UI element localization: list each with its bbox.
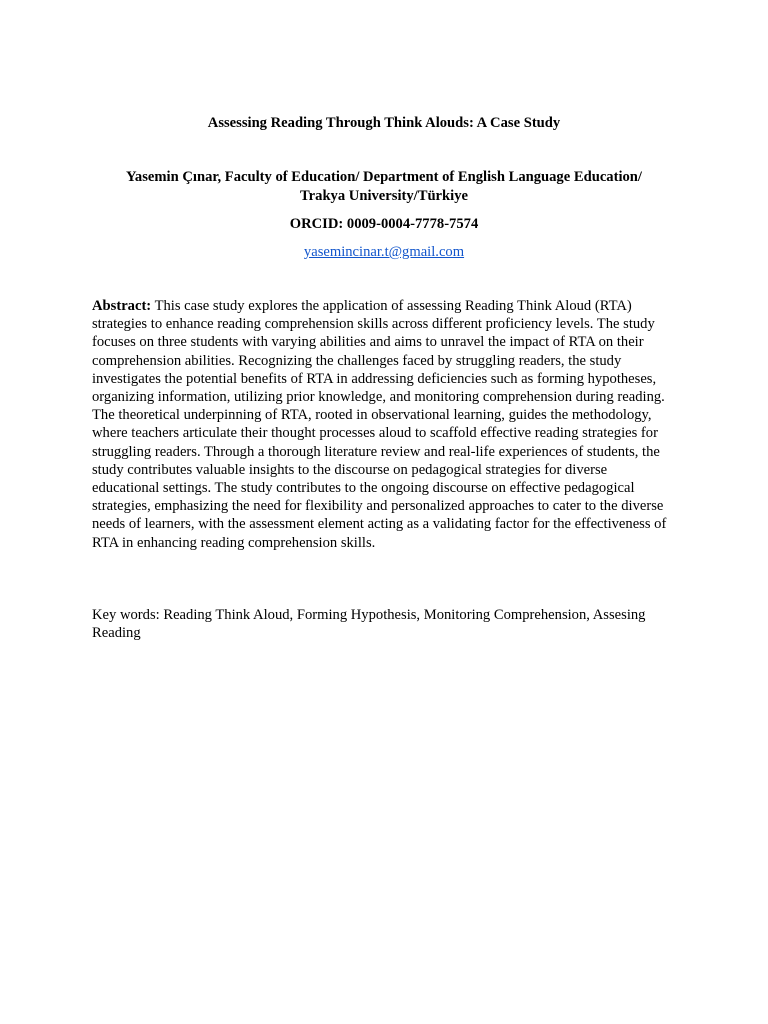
abstract-text: This case study explores the application of assessing Reading Think Aloud (RTA) strategies to enhance reading comprehension skills across different proficiency levels. The study focuses on three students with varying abilities and aims to unravel the impact of RTA on their comprehension abilities. Recognizing the challenges faced by struggling readers, the study investigates the potential benefits of RTA in addressing deficiencies such as forming hypotheses, organizing information, utilizing prior knowledge, and monitoring comprehension during reading. The theoretical underpinning of RTA, rooted in observational learning, guides the methodology, where teachers articulate their thought processes aloud to scaffold effective reading strategies for struggling readers. Through a thorough literature review and real-life experiences of students, the study contributes valuable insights to the discourse on pedagogical strategies for diverse educational settings. The study contributes to the ongoing discourse on effective pedagogical strategies, emphasizing the need for flexibility and personalized approaches to cater to the diverse needs of learners, with the assessment element acting as a validating factor for the effectiveness of RTA in enhancing reading comprehension skills.: [92, 298, 667, 551]
abstract-paragraph: [92, 297, 676, 552]
keywords-paragraph: Key words: Reading Think Aloud, Forming Hypothesis, Monitoring Comprehension, Assesing Reading: [92, 607, 646, 642]
email-link[interactable]: yasemincinar.t@gmail.com: [303, 244, 465, 260]
orcid-id: ORCID: 0009-0004-7778-7574: [289, 216, 479, 232]
abstract-label: Abstract:: [92, 298, 152, 314]
author-affiliation: [92, 168, 676, 205]
paper-title: Assessing Reading Through Think Alouds: A Case Study: [207, 115, 561, 131]
email-line: [0, 242, 768, 262]
author-line-1: Yasemin Çınar, Faculty of Education/ Department of English Language Education/: [126, 169, 642, 185]
author-line-2: Trakya University/Türkiye: [300, 187, 468, 204]
